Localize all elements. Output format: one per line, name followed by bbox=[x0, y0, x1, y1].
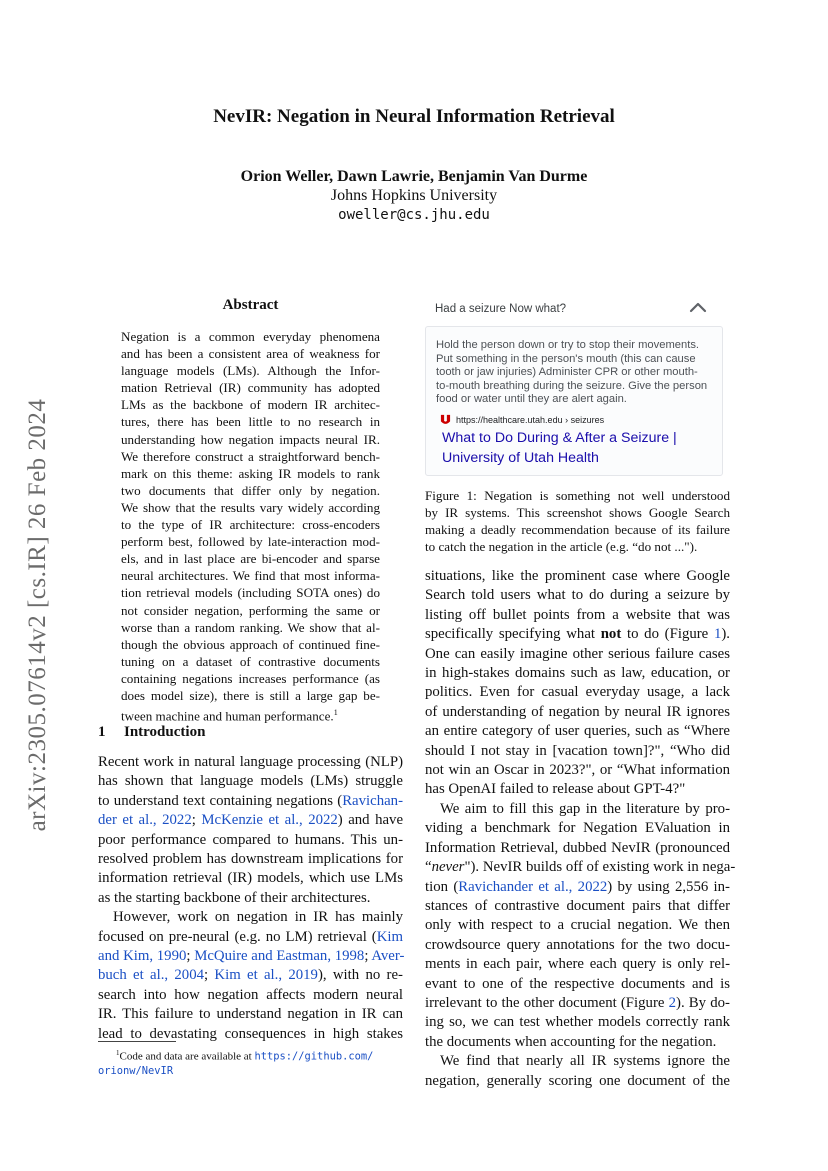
text-line: poor performance compared to humans. This un- bbox=[98, 831, 403, 848]
abstract-line: LMs as the backbone of modern IR architec- bbox=[121, 397, 380, 413]
section-title: Introduction bbox=[124, 724, 206, 740]
snippet-line: tooth or jaw injuries) Administer CPR or other mouth- bbox=[436, 366, 698, 379]
abstract-line: containing negations increases performance (as bbox=[121, 670, 380, 686]
paragraph-last-line: the documents when accounting for the negation. bbox=[425, 1033, 717, 1050]
text-line: Recent work in natural language processing (NLP) bbox=[98, 754, 403, 770]
paper-title: NevIR: Negation in Neural Information Retrieval bbox=[213, 106, 615, 127]
link-line: What to Do During & After a Seizure | bbox=[442, 430, 677, 446]
affiliation: Johns Hopkins University bbox=[330, 187, 498, 204]
abstract-line: mark on this theme: asking IR models to rank bbox=[121, 465, 380, 481]
paragraph-last-line: as the starting backbone of their architectures. bbox=[98, 889, 371, 906]
citation-link[interactable]: buch et al., 2004 bbox=[98, 967, 204, 984]
caption-line: by IR systems. This screenshot shows Google Search bbox=[425, 505, 730, 520]
section-heading bbox=[98, 724, 205, 741]
abstract-line: tuning on a dataset of contrastive documents bbox=[121, 653, 380, 669]
left-column-body bbox=[98, 753, 403, 1044]
snippet-line: Put something in the person's mouth (this can cause bbox=[436, 352, 696, 365]
abstract-last-line bbox=[121, 704, 380, 724]
abstract-last-text: tween machine and human performance. bbox=[121, 708, 334, 724]
caption-last-line: to catch the negation in the article (e.g. “do not ..."). bbox=[425, 539, 698, 554]
text-line: One can easily imagine other serious failure cases bbox=[425, 645, 730, 662]
citation-link[interactable]: 2 bbox=[668, 994, 677, 1011]
paragraph bbox=[425, 567, 730, 780]
paragraph-first-line: We find that nearly all IR systems ignore the bbox=[440, 1053, 730, 1070]
abstract-line: language models (LMs). Although the Infor- bbox=[121, 363, 380, 379]
text-line: buch et al., 2004; Kim et al., 2019), with no re- bbox=[98, 967, 403, 984]
snippet-line: Hold the person down or try to stop their movements. bbox=[436, 339, 700, 351]
abstract-line: understanding how negation impacts neural IR. bbox=[121, 431, 380, 447]
abstract-line: mation Retrieval (IR) community has adopted bbox=[121, 380, 380, 396]
search-query: Had a seizure Now what? bbox=[435, 303, 567, 315]
text-line: of understanding of negation by neural IR ignores bbox=[425, 703, 730, 720]
citation-link[interactable]: McKenzie et al., 2022 bbox=[201, 812, 338, 829]
abstract-line: to the type of IR architecture: cross-encoders bbox=[121, 517, 380, 533]
paragraph bbox=[98, 928, 403, 1044]
abstract-heading: Abstract bbox=[222, 297, 279, 313]
snippet-line: to-mouth breathing during the seizure. Give the person bbox=[436, 379, 708, 392]
text-line: der et al., 2022; McKenzie et al., 2022) and have bbox=[98, 812, 404, 829]
text-line: negation, generally scoring one document of the bbox=[425, 1072, 730, 1089]
abstract-line: does model size), there is still a large gap be- bbox=[121, 687, 380, 703]
text-line: resolved problem has downstream implications for bbox=[98, 851, 403, 868]
text-line: should I not stay in [vacation town]?", “Who did bbox=[425, 742, 730, 759]
result-source-url: https://healthcare.utah.edu › seizures bbox=[456, 414, 605, 425]
text-line: crowdsource query annotations for the two docu- bbox=[425, 936, 730, 953]
text-line: IR. This failure to understand negation in IR can bbox=[98, 1006, 403, 1023]
arxiv-identifier bbox=[18, 380, 58, 850]
citation-link[interactable]: Kim bbox=[376, 928, 403, 945]
university-of-utah-logo bbox=[440, 414, 451, 425]
abstract-line: and has been a consistent area of weakness for bbox=[121, 346, 380, 362]
text-line: only with respect to a crucial negation. We then bbox=[425, 917, 730, 934]
abstract-line: perform best, followed by late-interaction mod- bbox=[121, 534, 380, 550]
figure-caption bbox=[425, 487, 730, 555]
footnote-number: 1 bbox=[116, 1049, 120, 1057]
paragraph-first-line: We aim to fill this gap in the literature by pro- bbox=[440, 800, 730, 817]
abstract-line: els, and in last place are bi-encoder and sparse bbox=[121, 551, 380, 567]
arxiv-identifier-text: arXiv:2305.07614v2 [cs.IR] 26 Feb 2024 bbox=[24, 398, 51, 832]
footnote-marker: 1 bbox=[333, 708, 338, 718]
text-line: politics. Even for casual everyday usage, a lack bbox=[425, 684, 730, 701]
link-line: University of Utah Health bbox=[442, 450, 599, 466]
text-line: evant to one of the respective documents and is bbox=[425, 975, 730, 992]
citation-link[interactable]: der et al., 2022 bbox=[98, 812, 192, 829]
paragraph-last-line: has OpenAI failed to release about GPT-4?" bbox=[425, 781, 686, 798]
result-title-link[interactable] bbox=[442, 428, 712, 468]
footnote-rule bbox=[98, 1041, 176, 1042]
text-line: in high-stakes domains such as law, education, or bbox=[425, 665, 730, 682]
footnote-link[interactable]: https://github.com/ bbox=[254, 1050, 374, 1063]
text-line: stances of contrastive document pairs that differ bbox=[425, 897, 730, 914]
text-line: listing off bullet points from a website that was bbox=[425, 606, 730, 623]
abstract-line: We therefore construct a straightforward bench- bbox=[121, 448, 380, 464]
footnote-link-cont[interactable]: orionw/NevIR bbox=[98, 1064, 174, 1077]
abstract-line: though the obvious approach of continued fine- bbox=[121, 636, 380, 652]
text-line: search into how negation affects modern neural bbox=[98, 986, 403, 1003]
text-line: focused on pre-neural (e.g. no LM) retrieval (Kim bbox=[98, 928, 403, 945]
text-line: information retrieval (IR) models, which use LMs bbox=[98, 870, 403, 887]
emphasis-bold: not bbox=[600, 626, 622, 643]
caption-line: making a deadly recommendation because of its failure bbox=[425, 522, 730, 537]
text-line: ments in each pair, where each query is only rel- bbox=[425, 956, 730, 973]
text-line: and Kim, 1990; McQuire and Eastman, 1998; Aver- bbox=[98, 948, 405, 965]
citation-link[interactable]: 1 bbox=[713, 626, 722, 643]
text-line: situations, like the prominent case where Google bbox=[425, 568, 730, 584]
snippet-line: food or water until they are alert again. bbox=[436, 393, 627, 406]
abstract-line: neural architectures. We find that most informa- bbox=[121, 568, 380, 584]
text-line: Search told users what to do during a seizure by bbox=[425, 587, 730, 604]
footnote-text: Code and data are available at bbox=[119, 1050, 255, 1063]
paragraph bbox=[425, 819, 736, 1032]
section-number: 1 bbox=[98, 724, 106, 740]
citation-link[interactable]: Kim et al., 2019 bbox=[214, 967, 318, 984]
citation-link[interactable]: Ravichander et al., 2022 bbox=[458, 878, 608, 895]
author-email: oweller@cs.jhu.edu bbox=[338, 207, 490, 223]
text-line: Information Retrieval, dubbed NevIR (pronounced bbox=[425, 839, 730, 856]
abstract-line: tures, there has been little to no research in bbox=[121, 414, 380, 430]
right-column-body bbox=[425, 567, 736, 1091]
caption-line: Figure 1: Negation is something not well understood bbox=[425, 488, 730, 503]
chevron-up-icon[interactable] bbox=[688, 300, 708, 314]
text-line: not win an Oscar in 2023?", or “What information bbox=[425, 762, 730, 779]
author-list: Orion Weller, Dawn Lawrie, Benjamin Van Durme bbox=[240, 168, 588, 185]
abstract-line: two documents that differ only by negation. bbox=[121, 482, 380, 498]
abstract-line: worse than a random ranking. We show that al- bbox=[121, 619, 380, 635]
citation-link[interactable]: Aver- bbox=[371, 948, 405, 965]
caption-lines bbox=[425, 487, 730, 538]
abstract-line: We show that the results vary widely according bbox=[121, 499, 380, 515]
abstract-lines bbox=[121, 328, 380, 704]
result-source bbox=[440, 414, 604, 425]
citation-link[interactable]: and Kim, 1990 bbox=[98, 948, 187, 965]
abstract-line: not consider negation, performing the same or bbox=[121, 602, 380, 618]
paragraph-first-line: However, work on negation in IR has mainly bbox=[113, 909, 403, 926]
paragraph bbox=[425, 1072, 730, 1091]
abstract-line: tion retrieval models (including SOTA ones) do bbox=[121, 585, 380, 601]
text-line: specifically specifying what not to do (Figure 1). bbox=[425, 626, 730, 643]
text-line: to understand text containing negations (Ravichan- bbox=[98, 792, 403, 809]
text-line: ing so, we can test whether models correctly rank bbox=[425, 1014, 730, 1031]
text-line: “never"). NevIR builds off of existing work in nega- bbox=[425, 859, 736, 876]
text-line: viding a benchmark for Negation EValuation in bbox=[425, 820, 730, 837]
citation-link[interactable]: McQuire and Eastman, 1998 bbox=[194, 948, 365, 965]
search-result-card bbox=[425, 326, 723, 476]
emphasis-italic: never bbox=[431, 859, 465, 876]
text-line: tion (Ravichander et al., 2022) by using 2,556 in- bbox=[425, 878, 730, 895]
paragraph bbox=[98, 753, 403, 889]
text-line: has shown that language models (LMs) struggle bbox=[98, 773, 403, 790]
text-line: irrelevant to the other document (Figure 2). By do- bbox=[425, 994, 730, 1011]
figure-1-screenshot bbox=[425, 293, 730, 481]
abstract-line: Negation is a common everyday phenomena bbox=[121, 329, 380, 344]
result-snippet bbox=[436, 339, 716, 407]
text-line: lead to devastating consequences in high stakes bbox=[98, 1025, 403, 1042]
abstract-body bbox=[121, 328, 380, 725]
citation-link[interactable]: Ravichan- bbox=[342, 792, 403, 809]
footnote bbox=[98, 1046, 408, 1078]
text-line: an entire category of user queries, such as “Where bbox=[425, 723, 730, 740]
